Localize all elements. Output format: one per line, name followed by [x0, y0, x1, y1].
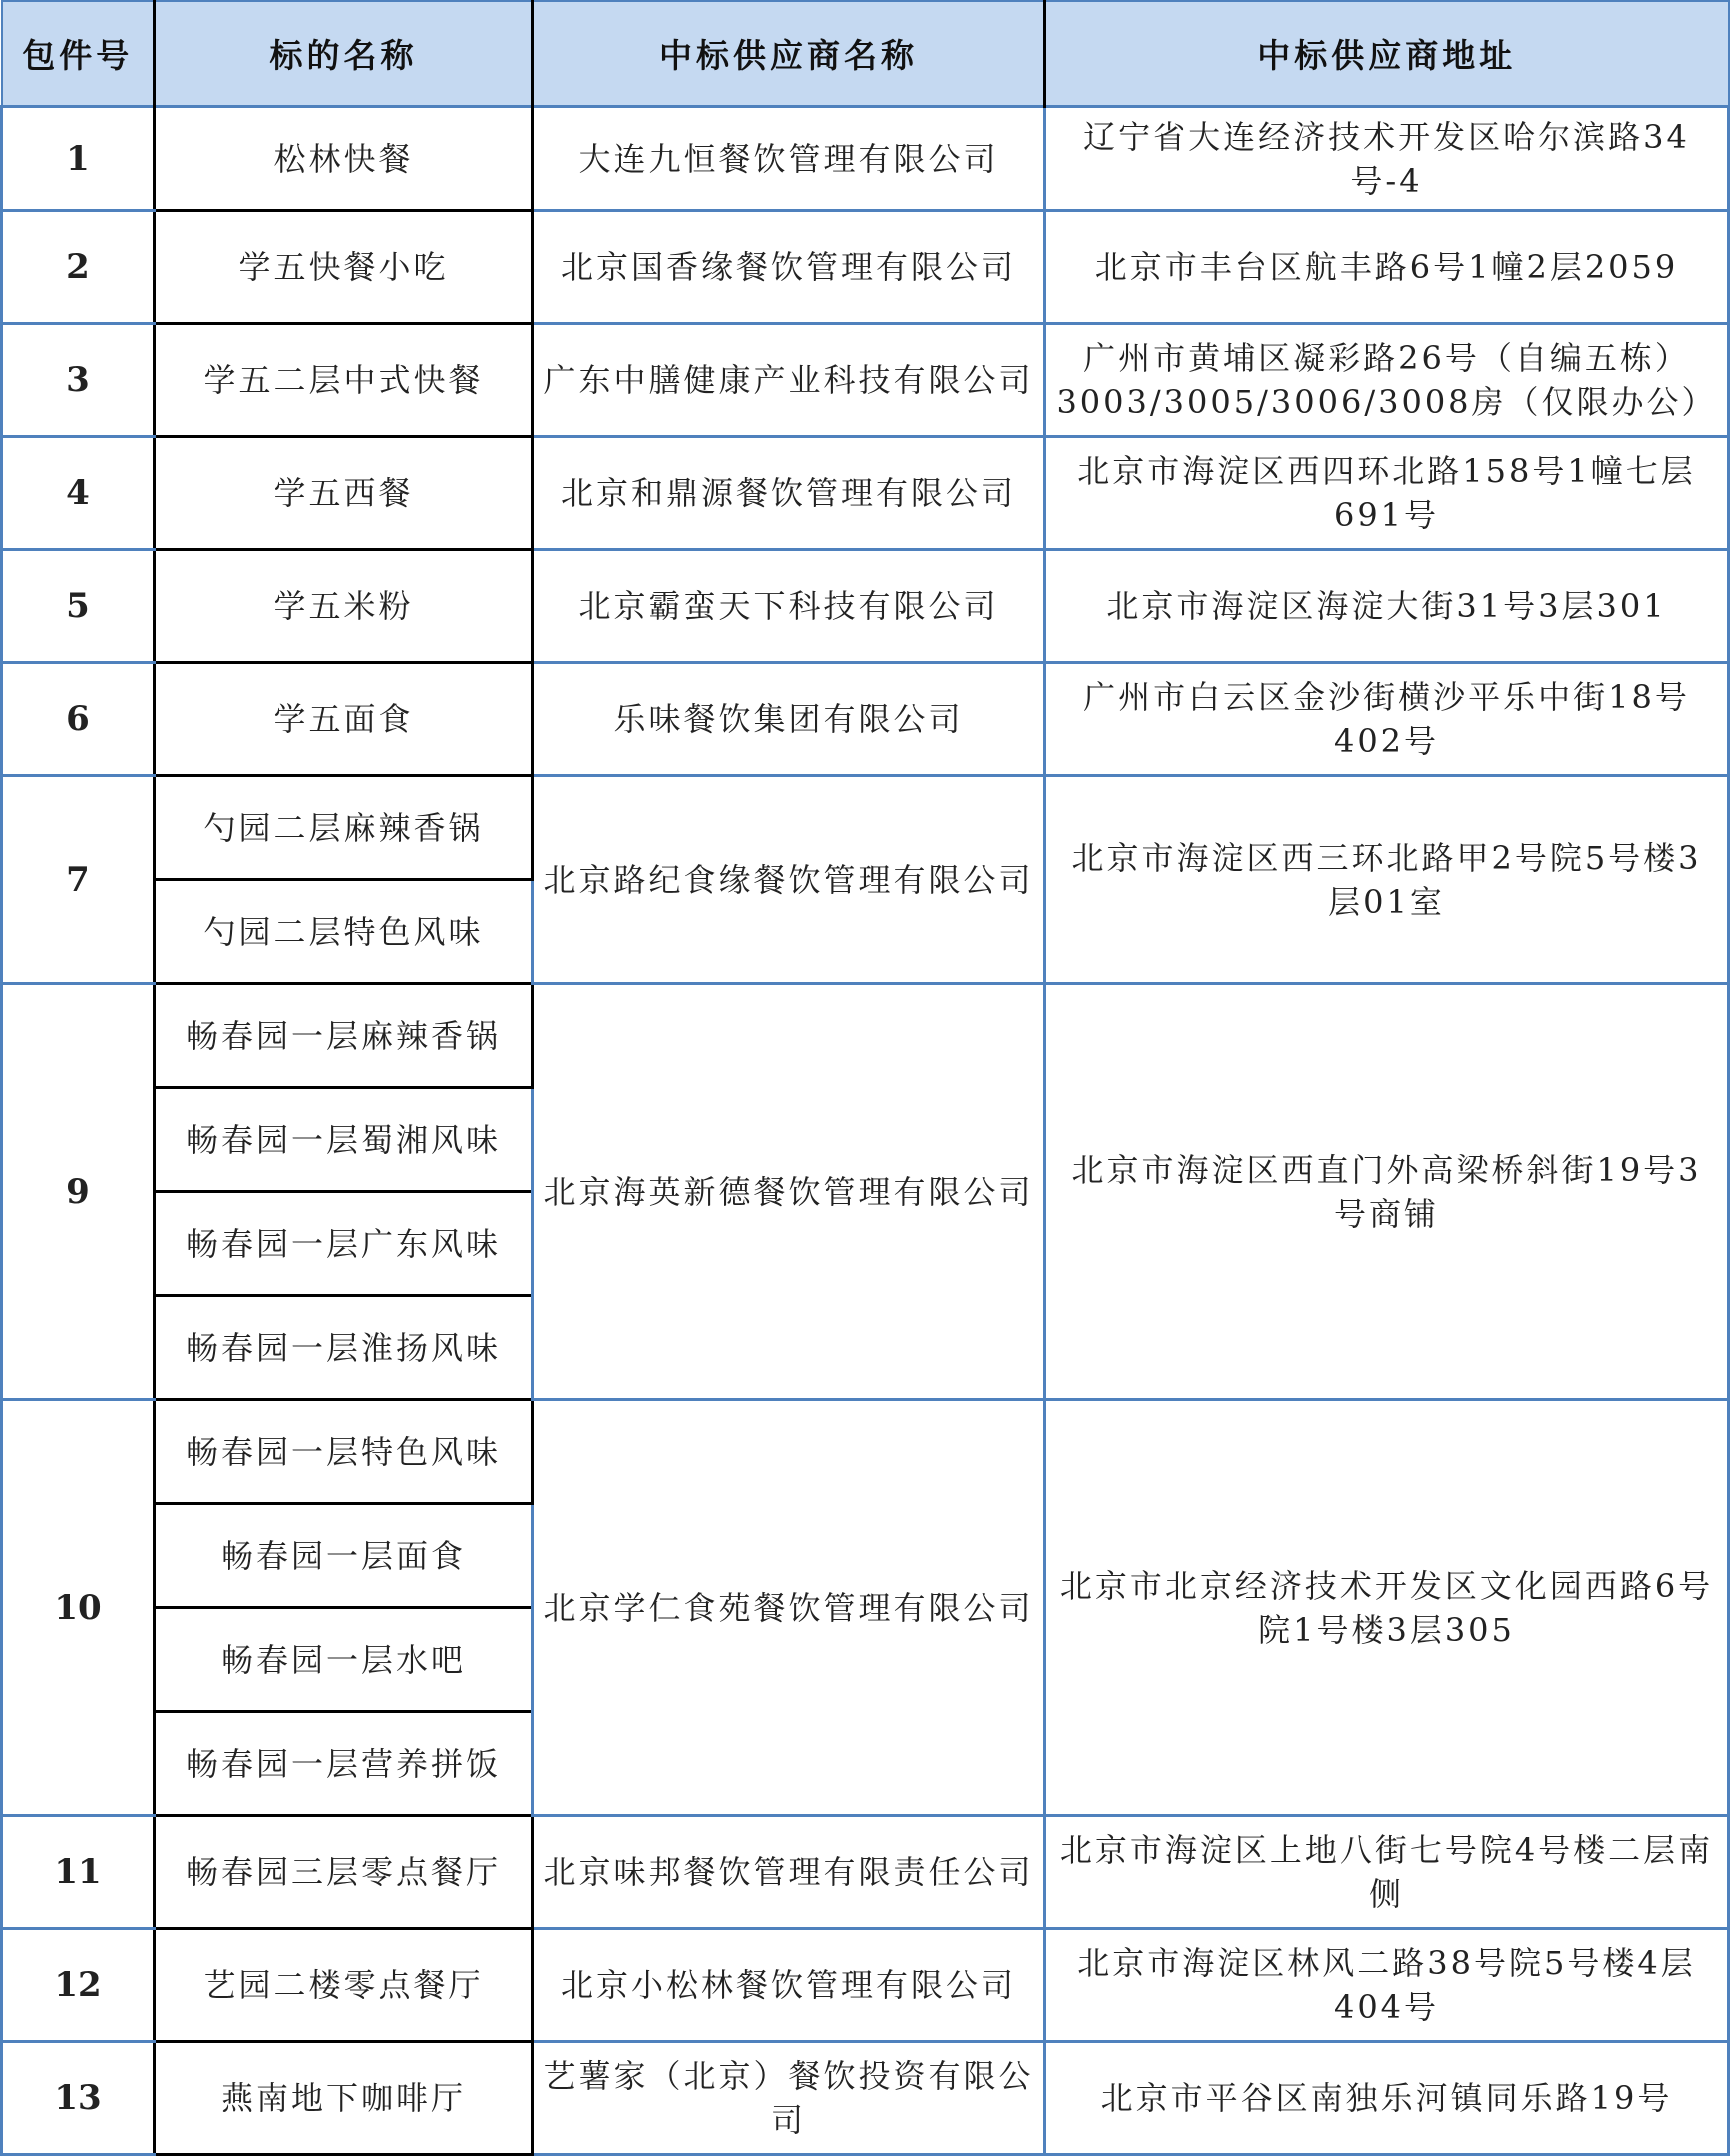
supplier-address-cell: 北京市海淀区上地八街七号院4号楼二层南侧 [1045, 1816, 1729, 1929]
package-number-cell: 4 [2, 437, 155, 550]
supplier-name-cell: 大连九恒餐饮管理有限公司 [533, 107, 1045, 211]
supplier-address-cell: 辽宁省大连经济技术开发区哈尔滨路34号-4 [1045, 107, 1729, 211]
table-row [2, 324, 1729, 437]
package-number-cell: 13 [2, 2042, 155, 2155]
package-number-cell: 12 [2, 1929, 155, 2042]
supplier-address-cell: 北京市北京经济技术开发区文化园西路6号院1号楼3层305 [1045, 1400, 1729, 1816]
supplier-name-cell: 北京海英新德餐饮管理有限公司 [533, 984, 1045, 1400]
supplier-address-cell: 广州市黄埔区凝彩路26号（自编五栋）3003/3005/3006/3008房（仅限办公） [1045, 324, 1729, 437]
item-name-cell: 学五西餐 [155, 437, 533, 550]
supplier-address-cell: 北京市海淀区西三环北路甲2号院5号楼3层01室 [1045, 776, 1729, 984]
supplier-address-cell: 广州市白云区金沙街横沙平乐中街18号402号 [1045, 663, 1729, 776]
item-name-cell: 艺园二楼零点餐厅 [155, 1929, 533, 2042]
supplier-address-cell: 北京市海淀区林风二路38号院5号楼4层404号 [1045, 1929, 1729, 2042]
item-name-cell: 畅春园一层特色风味 [155, 1400, 533, 1504]
item-name-cell: 勺园二层特色风味 [155, 880, 533, 984]
table-row [2, 437, 1729, 550]
supplier-name-cell: 乐味餐饮集团有限公司 [533, 663, 1045, 776]
package-number-cell: 5 [2, 550, 155, 663]
item-name-cell: 畅春园三层零点餐厅 [155, 1816, 533, 1929]
supplier-name-cell: 北京霸蛮天下科技有限公司 [533, 550, 1045, 663]
supplier-address-cell: 北京市海淀区西四环北路158号1幢七层691号 [1045, 437, 1729, 550]
table-row [2, 1816, 1729, 1929]
supplier-name-cell: 北京味邦餐饮管理有限责任公司 [533, 1816, 1045, 1929]
supplier-name-cell: 北京小松林餐饮管理有限公司 [533, 1929, 1045, 2042]
supplier-name-cell: 艺薯家（北京）餐饮投资有限公司 [533, 2042, 1045, 2155]
item-name-cell: 畅春园一层营养拼饭 [155, 1712, 533, 1816]
package-number-cell: 11 [2, 1816, 155, 1929]
package-number-cell: 7 [2, 776, 155, 984]
item-name-cell: 学五快餐小吃 [155, 211, 533, 324]
table-row [2, 107, 1729, 211]
item-name-cell: 畅春园一层面食 [155, 1504, 533, 1608]
package-number-cell: 9 [2, 984, 155, 1400]
supplier-address-cell: 北京市海淀区海淀大街31号3层301 [1045, 550, 1729, 663]
supplier-name-cell: 北京和鼎源餐饮管理有限公司 [533, 437, 1045, 550]
header-package-no: 包件号 [2, 1, 155, 107]
item-name-cell: 畅春园一层水吧 [155, 1608, 533, 1712]
item-name-cell: 勺园二层麻辣香锅 [155, 776, 533, 880]
table-row [2, 776, 1729, 880]
item-name-cell: 畅春园一层麻辣香锅 [155, 984, 533, 1088]
table-row [2, 1929, 1729, 2042]
table-row [2, 984, 1729, 1088]
table-body [2, 107, 1729, 2155]
table-row [2, 2042, 1729, 2155]
table-row [2, 211, 1729, 324]
supplier-name-cell: 北京国香缘餐饮管理有限公司 [533, 211, 1045, 324]
item-name-cell: 学五米粉 [155, 550, 533, 663]
item-name-cell: 学五面食 [155, 663, 533, 776]
item-name-cell: 畅春园一层淮扬风味 [155, 1296, 533, 1400]
table-row [2, 663, 1729, 776]
supplier-address-cell: 北京市平谷区南独乐河镇同乐路19号 [1045, 2042, 1729, 2155]
item-name-cell: 学五二层中式快餐 [155, 324, 533, 437]
package-number-cell: 1 [2, 107, 155, 211]
supplier-address-cell: 北京市海淀区西直门外高梁桥斜街19号3号商铺 [1045, 984, 1729, 1400]
package-number-cell: 10 [2, 1400, 155, 1816]
table-row [2, 550, 1729, 663]
supplier-name-cell: 北京路纪食缘餐饮管理有限公司 [533, 776, 1045, 984]
header-row [2, 1, 1729, 107]
header-supplier-address: 中标供应商地址 [1045, 1, 1729, 107]
table-row [2, 1400, 1729, 1504]
package-number-cell: 2 [2, 211, 155, 324]
supplier-name-cell: 广东中膳健康产业科技有限公司 [533, 324, 1045, 437]
supplier-name-cell: 北京学仁食苑餐饮管理有限公司 [533, 1400, 1045, 1816]
header-item-name: 标的名称 [155, 1, 533, 107]
header-supplier-name: 中标供应商名称 [533, 1, 1045, 107]
supplier-address-cell: 北京市丰台区航丰路6号1幢2层2059 [1045, 211, 1729, 324]
item-name-cell: 松林快餐 [155, 107, 533, 211]
item-name-cell: 畅春园一层广东风味 [155, 1192, 533, 1296]
item-name-cell: 燕南地下咖啡厅 [155, 2042, 533, 2155]
package-number-cell: 3 [2, 324, 155, 437]
item-name-cell: 畅春园一层蜀湘风味 [155, 1088, 533, 1192]
package-number-cell: 6 [2, 663, 155, 776]
table-header [2, 1, 1729, 107]
